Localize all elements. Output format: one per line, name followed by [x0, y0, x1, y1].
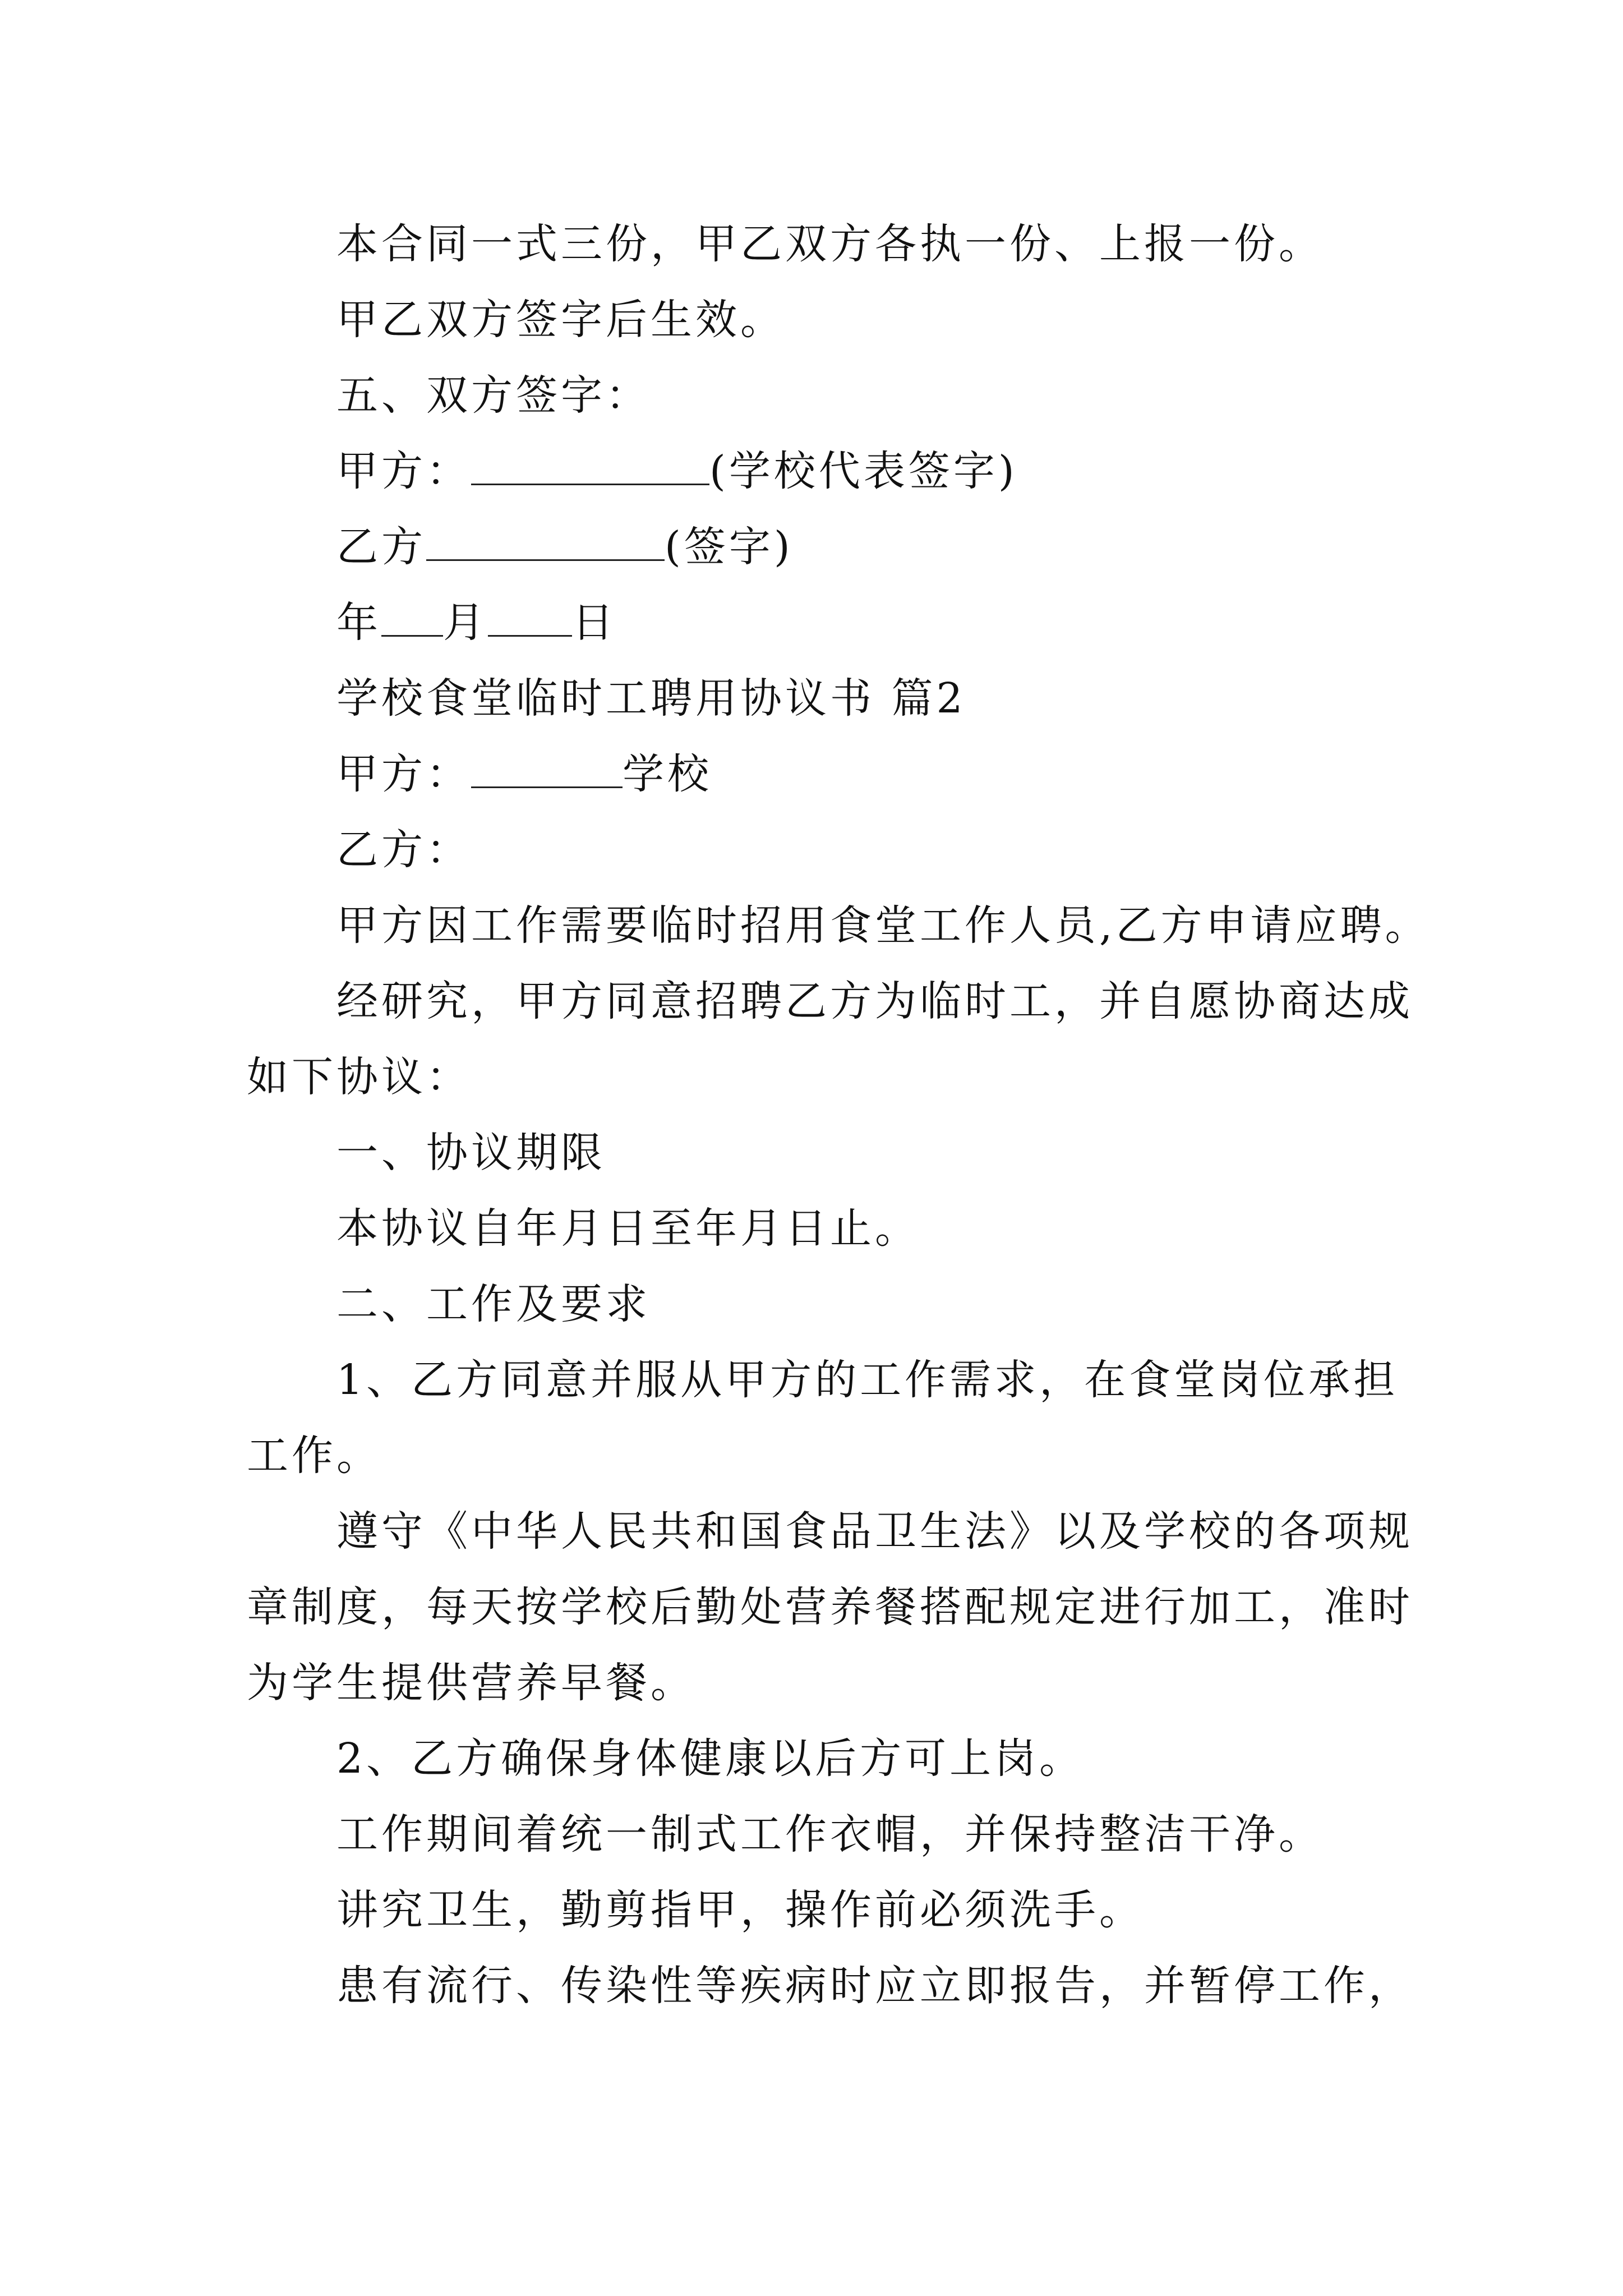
section-heading-term: 一、协议期限 — [336, 1129, 606, 1177]
paragraph-item-2: 2、乙方确保身体健康以后方可上岗。 — [336, 1734, 1085, 1783]
paragraph-agreement-intro: 经研究，甲方同意招聘乙方为临时工，并自愿协商达成 — [336, 977, 1413, 1025]
signature-note-party-b: (签字) — [665, 523, 794, 571]
party-a-label: 甲方： — [336, 750, 471, 798]
signature-note-party-a: (学校代表签字) — [709, 447, 1018, 495]
paragraph-hygiene-law: 遵守《中华人民共和国食品卫生法》以及学校的各项规 — [336, 1507, 1413, 1556]
party-b-line: 乙方： — [336, 826, 471, 874]
paragraph-item-1-cont: 工作。 — [247, 1432, 381, 1480]
paragraph-hygiene-law-cont-2: 为学生提供营养早餐。 — [247, 1659, 695, 1707]
signature-line-party-b — [336, 519, 794, 575]
party-a-line — [336, 746, 712, 802]
signature-line-party-a — [336, 443, 1018, 499]
date-day-blank — [488, 600, 572, 637]
party-a-blank — [471, 752, 623, 788]
signature-blank-party-a — [471, 449, 709, 485]
paragraph-illness: 患有流行、传染性等疾病时应立即报告，并暂停工作， — [336, 1962, 1413, 2010]
paragraph-recruitment: 甲方因工作需要临时招用食堂工作人员,乙方申请应聘。 — [336, 901, 1430, 950]
paragraph-hygiene-law-cont-1: 章制度，每天按学校后勤处营养餐搭配规定进行加工，准时 — [247, 1583, 1413, 1631]
signature-label-party-b: 乙方 — [336, 523, 426, 571]
agreement-title: 学校食堂临时工聘用协议书 篇2 — [336, 674, 966, 723]
date-day-label: 日 — [572, 599, 617, 647]
paragraph-agreement-intro-cont: 如下协议： — [247, 1053, 471, 1101]
signature-label-party-a: 甲方： — [336, 447, 471, 495]
date-year-label: 年 — [336, 599, 381, 647]
section-heading-signatures: 五、双方签字： — [336, 371, 651, 420]
paragraph-effective: 甲乙双方签字后生效。 — [336, 296, 785, 344]
section-heading-work: 二、工作及要求 — [336, 1280, 651, 1328]
date-line — [336, 595, 617, 651]
paragraph-copies: 本合同一式三份，甲乙双方各执一份、上报一份。 — [336, 220, 1324, 268]
signature-blank-party-b — [426, 524, 665, 561]
paragraph-term: 本协议自年月日至年月日止。 — [336, 1204, 920, 1253]
date-month-blank — [381, 600, 443, 637]
paragraph-hygiene: 讲究卫生，勤剪指甲，操作前必须洗手。 — [336, 1886, 1144, 1934]
date-month-label: 月 — [443, 599, 488, 647]
party-a-school: 学校 — [623, 750, 712, 798]
paragraph-item-1: 1、乙方同意并服从甲方的工作需求，在食堂岗位承担 — [336, 1356, 1399, 1404]
paragraph-uniform: 工作期间着统一制式工作衣帽，并保持整洁干净。 — [336, 1810, 1324, 1858]
